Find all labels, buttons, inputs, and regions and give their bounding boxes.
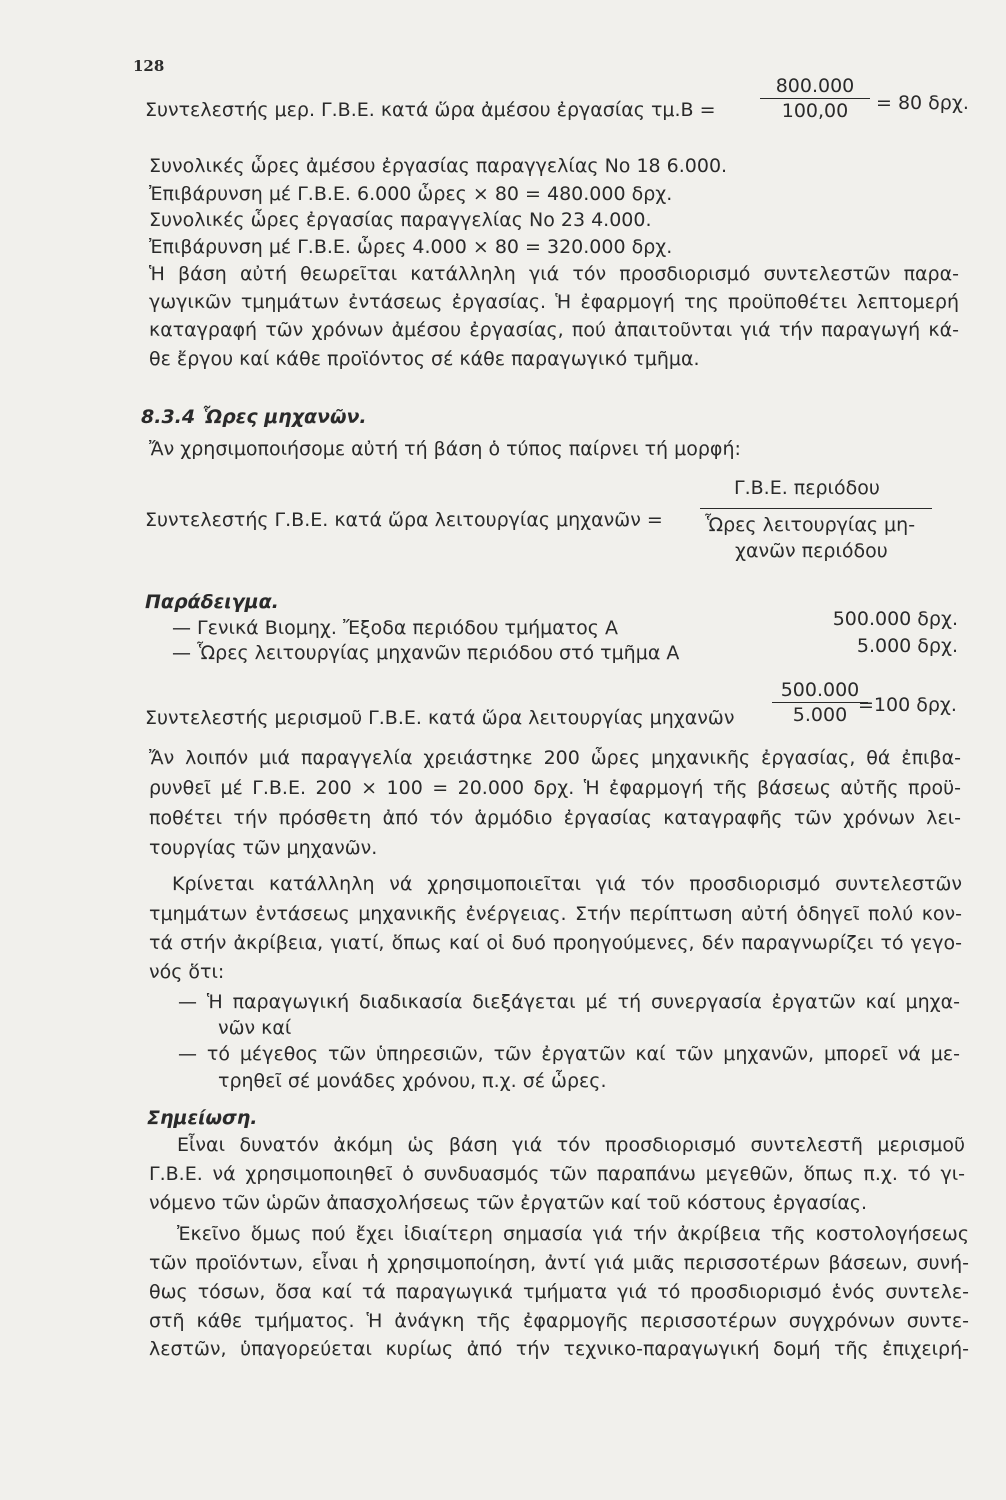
text-line: τά στήν ἀκρίβεια, γιατί, ὅπως καί οἱ δυό προηγούμενες, δέν παραγνωρίζει τό γεγο- (149, 932, 962, 954)
section-heading: 8.3.4 Ὧρες μηχανῶν. (141, 406, 367, 428)
bullet-item: — τό μέγεθος τῶν ὑπηρεσιῶν, τῶν ἐργατῶν καί τῶν μηχανῶν, μπορεῖ νά με- (178, 1043, 960, 1065)
formula3-fraction (772, 678, 868, 727)
formula3-numerator: 500.000 (780, 679, 860, 701)
text-line: Ἡ βάση αὐτή θεωρεῖται κατάλληλη γιά τόν προσδιορισμό συντελεστῶν παρα- (149, 263, 959, 285)
example-row-value: 500.000 δρχ. (832, 608, 958, 630)
page-number: 128 (133, 57, 165, 75)
text-line: στῆ κάθε τμήματος. Ἡ ἀνάγκη τῆς ἐφαρμογῆς περισσοτέρων συγχρόνων συντε- (149, 1310, 969, 1332)
text-line: Ἐπιβάρυνση μέ Γ.Β.Ε. 6.000 ὧρες × 80 = 480.000 δρχ. (149, 183, 673, 205)
section-intro: Ἄν χρησιμοποιήσομε αὐτή τή βάση ὁ τύπος παίρνει τή μορφή: (149, 438, 741, 460)
text-line: ρυνθεῖ μέ Γ.Β.Ε. 200 × 100 = 20.000 δρχ. Ἡ ἐφαρμογή τῆς βάσεως αὐτῆς προϋ- (149, 777, 961, 799)
text-line: θως τόσων, ὅσα καί τά παραγωγικά τμήματα γιά τό προσδιορισμό ἑνός συντελε- (149, 1281, 969, 1303)
text-line: Ἄν λοιπόν μιά παραγγελία χρειάστηκε 200 ὧρες μηχανικῆς ἐργασίας, θά ἐπιβα- (149, 747, 961, 769)
formula2-denominator-line2: χανῶν περιόδου (735, 540, 888, 562)
text-line: νός ὅτι: (149, 961, 225, 983)
formula2-denominator-line1: Ὧρες λειτουργίας μη- (705, 514, 916, 536)
formula1-denominator: 100,00 (760, 98, 870, 123)
text-line: ποθέτει τήν πρόσθετη ἀπό τόν ἁρμόδιο ἐργασίας καταγραφῆς τῶν χρόνων λει- (149, 807, 961, 829)
text-line: Ἐπιβάρυνση μέ Γ.Β.Ε. ὧρες 4.000 × 80 = 320.000 δρχ. (149, 236, 673, 258)
formula2-fraction-bar (700, 508, 932, 509)
formula2-numerator: Γ.Β.Ε. περιόδου (734, 477, 880, 499)
text-line: θε ἔργου καί κάθε προϊόντος σέ κάθε παραγωγικό τμῆμα. (149, 348, 700, 370)
text-line: νόμενο τῶν ὡρῶν ἀπασχολήσεως τῶν ἐργατῶν καί τοῦ κόστους ἐργασίας. (149, 1192, 868, 1214)
formula3-label: Συντελεστής μερισμοῦ Γ.Β.Ε. κατά ὥρα λειτουργίας μηχανῶν (145, 707, 735, 729)
formula1-result: = 80 δρχ. (876, 92, 969, 114)
formula3-denominator: 5.000 (772, 702, 868, 727)
text-line: τμημάτων ἐντάσεως μηχανικῆς ἐνέργειας. Στήν περίπτωση αὐτή ὁδηγεῖ πολύ κον- (149, 903, 962, 925)
example-row-label: — Γενικά Βιομηχ. Ἔξοδα περιόδου τμήματος Α (172, 617, 618, 639)
text-line: καταγραφή τῶν χρόνων ἀμέσου ἐργασίας, πού ἀπαιτοῦνται γιά τήν παραγωγή κά- (149, 319, 959, 341)
text-line: Εἶναι δυνατόν ἀκόμη ὡς βάση γιά τόν προσδιορισμό συντελεστῆ μερισμοῦ (177, 1134, 965, 1156)
text-line: γωγικῶν τμημάτων ἐντάσεως ἐργασίας. Ἡ ἐφαρμογή της προϋποθέτει λεπτομερή (149, 291, 959, 313)
text-line: Συνολικές ὧρες ἀμέσου ἐργασίας παραγγελίας Νο 18 6.000. (149, 155, 728, 177)
formula1-fraction (760, 74, 870, 123)
text-line: λεστῶν, ὑπαγορεύεται κυρίως ἀπό τήν τεχνικο-παραγωγική δομή τῆς ἐπιχειρή- (149, 1338, 969, 1360)
text-line: Συνολικές ὧρες ἐργασίας παραγγελίας Νο 23 4.000. (149, 209, 652, 231)
formula1-label: Συντελεστής μερ. Γ.Β.Ε. κατά ὥρα ἀμέσου ἐργασίας τμ.Β = (145, 99, 716, 121)
bullet-item-continuation: τρηθεῖ σέ μονάδες χρόνου, π.χ. σέ ὧρες. (218, 1070, 607, 1092)
text-line: Ἐκεῖνο ὅμως πού ἔχει ἰδιαίτερη σημασία γιά τήν ἀκρίβεια τῆς κοστολογήσεως (177, 1223, 969, 1245)
formula3-result: =100 δρχ. (858, 694, 957, 716)
example-row-label: — Ὧρες λειτουργίας μηχανῶν περιόδου στό τμῆμα Α (172, 642, 680, 664)
example-heading: Παράδειγμα. (145, 591, 279, 613)
note-heading: Σημείωση. (147, 1107, 258, 1129)
text-line: Γ.Β.Ε. νά χρησιμοποιηθεῖ ὁ συνδυασμός τῶν παραπάνω μεγεθῶν, ὅπως π.χ. τό γι- (149, 1163, 965, 1185)
bullet-item: — Ἡ παραγωγική διαδικασία διεξάγεται μέ τή συνεργασία ἐργατῶν καί μηχα- (178, 991, 960, 1013)
text-line: τῶν προϊόντων, εἶναι ἡ χρησιμοποίηση, ἀντί γιά μιᾶς περισσοτέρων βάσεων, συνή- (149, 1252, 969, 1274)
bullet-item-continuation: νῶν καί (218, 1017, 292, 1039)
text-line: τουργίας τῶν μηχανῶν. (149, 837, 378, 859)
example-row-value: 5.000 δρχ. (856, 635, 958, 657)
formula1-numerator: 800.000 (775, 75, 855, 97)
formula2-label: Συντελεστής Γ.Β.Ε. κατά ὥρα λειτουργίας μηχανῶν = (145, 509, 663, 531)
text-line: Κρίνεται κατάλληλη νά χρησιμοποιεῖται γιά τόν προσδιορισμό συντελεστῶν (172, 873, 962, 895)
